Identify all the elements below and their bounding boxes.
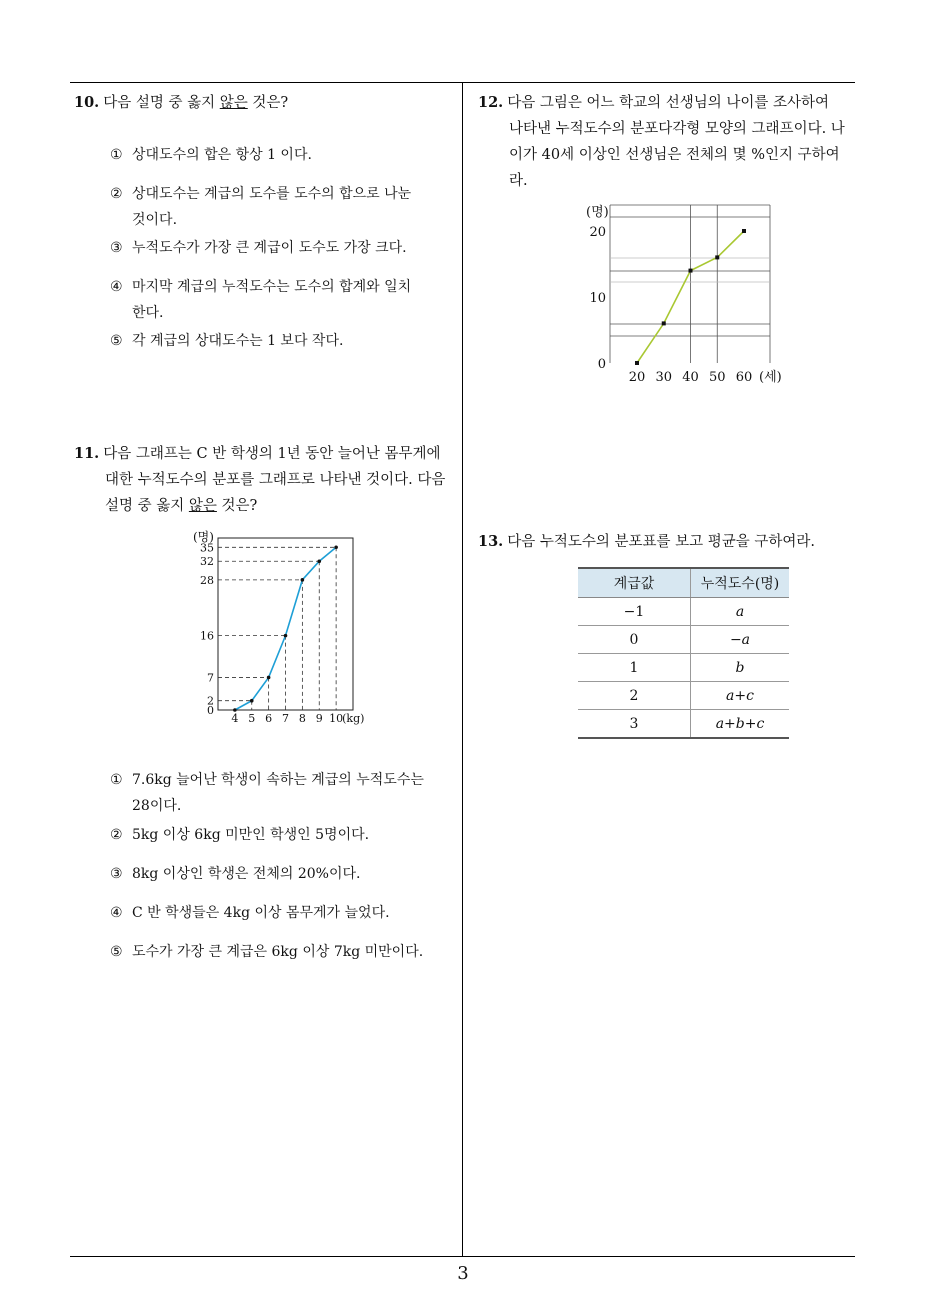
column-header: 누적도수(명): [691, 568, 790, 598]
data-point: [233, 708, 237, 712]
y-tick-label: 7: [207, 671, 214, 685]
y-tick-label: 0: [597, 357, 606, 372]
question-10: 10. 다음 설명 중 옳지 않은 것은?: [74, 94, 289, 111]
q11-cumulative-graph: [180, 528, 380, 728]
q10-option-1[interactable]: ① 상대도수의 합은 항상 1 이다.: [110, 147, 312, 163]
q11-option-3[interactable]: ③ 8kg 이상인 학생은 전체의 20%이다.: [110, 866, 361, 882]
q10-option-2[interactable]: ② 상대도수는 계급의 도수를 도수의 합으로 나눈 것이다.: [110, 186, 412, 228]
x-tick-label: 30: [655, 370, 673, 385]
y-tick-label: 35: [200, 541, 214, 555]
x-tick-label: 7: [282, 712, 289, 725]
q11-option-1[interactable]: ① 7.6kg 늘어난 학생이 속하는 계급의 누적도수는 28이다.: [110, 772, 424, 814]
y-tick-label: 28: [200, 573, 214, 587]
frequency-table: [578, 567, 789, 739]
q11-option-4[interactable]: ④ C 반 학생들은 4kg 이상 몸무게가 늘었다.: [110, 905, 390, 921]
x-tick-label: 6: [265, 712, 273, 725]
x-tick-label: 5: [248, 712, 256, 725]
data-point: [301, 578, 305, 582]
q10-option-4[interactable]: ④ 마지막 계급의 누적도수는 도수의 합계와 일치 한다.: [110, 279, 412, 321]
data-point: [662, 321, 666, 325]
data-point: [250, 699, 254, 703]
column-divider: [462, 82, 463, 1257]
data-point: [267, 676, 271, 680]
x-tick-label: 10: [329, 712, 344, 725]
cumulative-frequency: a+c: [691, 682, 790, 710]
data-point: [715, 255, 719, 259]
y-tick-label: 10: [589, 291, 606, 306]
class-value: 3: [578, 710, 691, 739]
question-number: 13.: [478, 533, 504, 550]
question-number: 11.: [74, 445, 100, 462]
table-row: [578, 682, 789, 710]
y-tick-label: 32: [200, 555, 214, 569]
q10-option-3[interactable]: ③ 누적도수가 가장 큰 계급이 도수도 가장 크다.: [110, 240, 407, 256]
class-value: −1: [578, 598, 691, 626]
data-point: [689, 269, 693, 273]
x-tick-label: 50: [708, 370, 726, 385]
plot-frame: [218, 538, 353, 710]
cumulative-frequency: a+b+c: [691, 710, 790, 739]
cumulative-frequency: −a: [691, 626, 790, 654]
x-tick-label: 20: [628, 370, 646, 385]
y-tick-label: 0: [207, 704, 214, 717]
cumulative-frequency: a: [691, 598, 790, 626]
x-tick-label: 8: [298, 712, 306, 725]
x-tick-label: 9: [315, 712, 323, 725]
x-axis-label: (kg): [342, 712, 365, 725]
table-row: [578, 598, 789, 626]
question-13: 13. 다음 누적도수의 분포표를 보고 평균을 구하여라.: [478, 533, 816, 550]
bottom-rule: [70, 1256, 855, 1257]
table-row: [578, 626, 789, 654]
y-tick-label: 20: [589, 225, 606, 240]
x-axis-label: (세): [759, 370, 782, 385]
x-tick-label: 4: [231, 712, 239, 725]
question-11: 11. 다음 그래프는 C 반 학생의 1년 동안 늘어난 몸무게에 대한 누적도수의 분포를 그래프로 나타낸 것이다. 다음 설명 중 옳지 않은 것은?: [74, 445, 446, 514]
class-value: 2: [578, 682, 691, 710]
data-point: [334, 545, 338, 549]
q10-option-5[interactable]: ⑤ 각 계급의 상대도수는 1 보다 작다.: [110, 333, 344, 349]
question-number: 12.: [478, 94, 504, 111]
question-number: 10.: [74, 94, 100, 111]
data-point: [742, 229, 746, 233]
x-tick-label: 60: [735, 370, 753, 385]
data-point: [284, 634, 288, 638]
table-row: [578, 710, 789, 739]
y-tick-label: 2: [207, 694, 214, 708]
y-axis-label: (명): [586, 205, 609, 220]
class-value: 1: [578, 654, 691, 682]
table-header-row: [578, 568, 789, 598]
q11-option-2[interactable]: ② 5kg 이상 6kg 미만인 학생인 5명이다.: [110, 827, 370, 843]
data-point: [635, 361, 639, 365]
page-number: 3: [457, 1263, 469, 1284]
question-12: 12. 다음 그림은 어느 학교의 선생님의 나이를 조사하여 나타낸 누적도수의 분포다각형 모양의 그래프이다. 나 이가 40세 이상인 선생님은 전체의 몇 %인지 구하여 라.: [478, 94, 845, 189]
class-value: 0: [578, 626, 691, 654]
cumulative-frequency: b: [691, 654, 790, 682]
y-axis-label: (명): [193, 530, 214, 544]
table-row: [578, 654, 789, 682]
data-point: [317, 559, 321, 563]
q12-cumulative-polygon: [580, 200, 800, 390]
y-tick-label: 16: [200, 629, 214, 643]
x-tick-label: 40: [682, 370, 699, 385]
q11-option-5[interactable]: ⑤ 도수가 가장 큰 계급은 6kg 이상 7kg 미만이다.: [110, 944, 424, 960]
column-header: 계급값: [578, 568, 691, 598]
